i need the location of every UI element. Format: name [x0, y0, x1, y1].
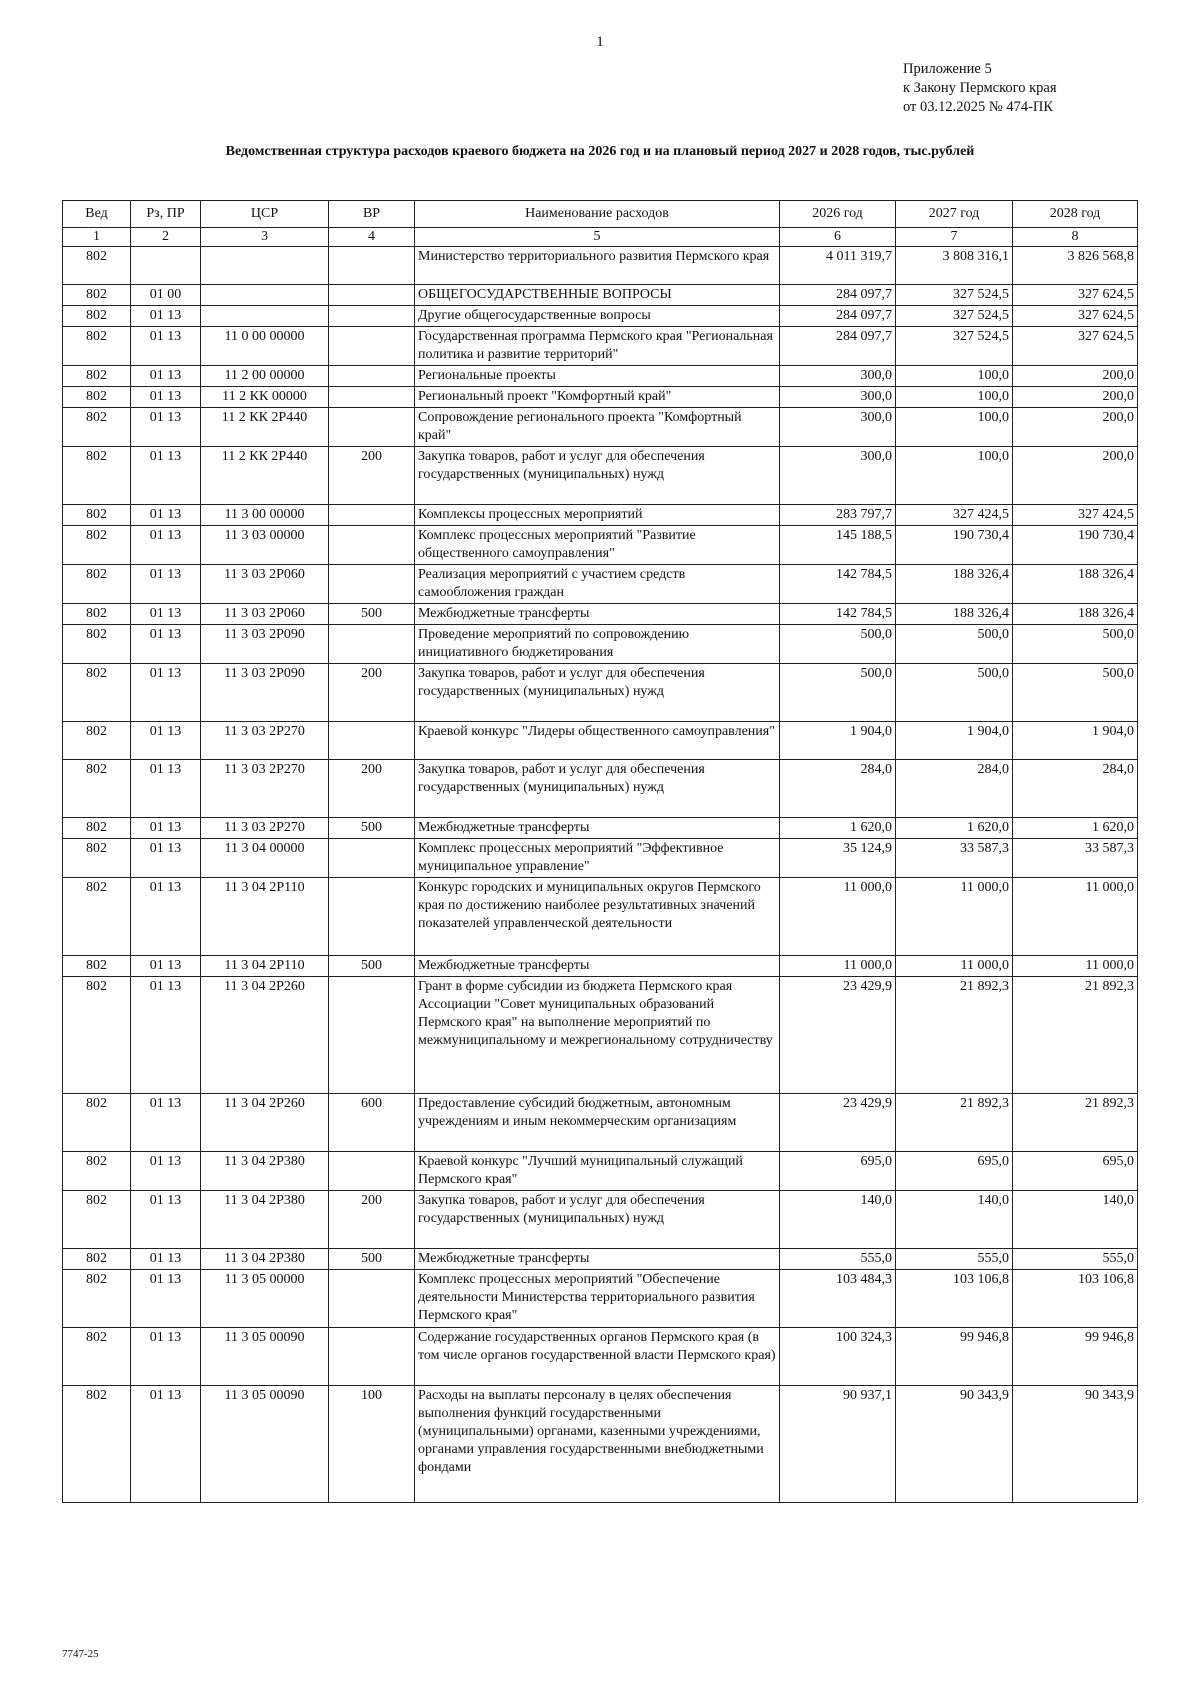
- cell-csr: 11 3 04 2Р110: [201, 956, 329, 977]
- cell-amount-2027: 100,0: [896, 408, 1013, 447]
- cell-ved: 802: [63, 505, 131, 526]
- column-number: 6: [780, 228, 896, 247]
- cell-amount-2026: 283 797,7: [780, 505, 896, 526]
- cell-amount-2027: 1 620,0: [896, 818, 1013, 839]
- cell-amount-2027: 555,0: [896, 1249, 1013, 1270]
- table-row: [63, 285, 1138, 306]
- cell-vr: [329, 327, 415, 366]
- cell-csr: 11 3 03 2Р270: [201, 818, 329, 839]
- cell-amount-2027: 90 343,9: [896, 1386, 1013, 1503]
- cell-expense-name: Межбюджетные трансферты: [415, 818, 780, 839]
- table-row: [63, 1249, 1138, 1270]
- cell-amount-2026: 23 429,9: [780, 977, 896, 1094]
- cell-amount-2028: 500,0: [1013, 664, 1138, 722]
- cell-amount-2026: 11 000,0: [780, 878, 896, 956]
- cell-rz-pr: 01 13: [131, 956, 201, 977]
- cell-amount-2026: 11 000,0: [780, 956, 896, 977]
- cell-expense-name: Комплекс процессных мероприятий "Развитие общественного самоуправления": [415, 526, 780, 565]
- cell-expense-name: Комплексы процессных мероприятий: [415, 505, 780, 526]
- cell-rz-pr: 01 13: [131, 839, 201, 878]
- cell-rz-pr: 01 13: [131, 366, 201, 387]
- cell-rz-pr: 01 13: [131, 722, 201, 760]
- cell-rz-pr: 01 13: [131, 1270, 201, 1328]
- table-row: [63, 977, 1138, 1094]
- table-row: [63, 625, 1138, 664]
- cell-vr: [329, 977, 415, 1094]
- cell-expense-name: ОБЩЕГОСУДАРСТВЕННЫЕ ВОПРОСЫ: [415, 285, 780, 306]
- table-row: [63, 604, 1138, 625]
- cell-amount-2028: 695,0: [1013, 1152, 1138, 1191]
- cell-amount-2026: 90 937,1: [780, 1386, 896, 1503]
- cell-csr: 11 3 00 00000: [201, 505, 329, 526]
- cell-amount-2027: 1 904,0: [896, 722, 1013, 760]
- cell-amount-2028: 200,0: [1013, 366, 1138, 387]
- cell-ved: 802: [63, 408, 131, 447]
- cell-vr: 200: [329, 447, 415, 505]
- cell-amount-2028: 103 106,8: [1013, 1270, 1138, 1328]
- cell-amount-2028: 90 343,9: [1013, 1386, 1138, 1503]
- table-row: [63, 1386, 1138, 1503]
- cell-csr: [201, 247, 329, 285]
- cell-amount-2027: 100,0: [896, 387, 1013, 408]
- cell-amount-2028: 99 946,8: [1013, 1328, 1138, 1386]
- header-2026: 2026 год: [780, 201, 896, 228]
- cell-csr: 11 3 03 2Р270: [201, 760, 329, 818]
- cell-amount-2026: 35 124,9: [780, 839, 896, 878]
- cell-expense-name: Краевой конкурс "Лучший муниципальный служащий Пермского края": [415, 1152, 780, 1191]
- cell-expense-name: Закупка товаров, работ и услуг для обеспечения государственных (муниципальных) нужд: [415, 760, 780, 818]
- cell-ved: 802: [63, 604, 131, 625]
- cell-amount-2027: 3 808 316,1: [896, 247, 1013, 285]
- header-2028: 2028 год: [1013, 201, 1138, 228]
- cell-amount-2027: 327 524,5: [896, 306, 1013, 327]
- cell-amount-2028: 140,0: [1013, 1191, 1138, 1249]
- cell-vr: [329, 839, 415, 878]
- cell-ved: 802: [63, 1191, 131, 1249]
- cell-ved: 802: [63, 306, 131, 327]
- footer-code: 7747-25: [62, 1648, 99, 1660]
- column-number: 2: [131, 228, 201, 247]
- cell-vr: [329, 1270, 415, 1328]
- column-number: 7: [896, 228, 1013, 247]
- cell-rz-pr: 01 13: [131, 664, 201, 722]
- cell-amount-2028: 21 892,3: [1013, 977, 1138, 1094]
- table-row: [63, 1191, 1138, 1249]
- cell-expense-name: Краевой конкурс "Лидеры общественного самоуправления": [415, 722, 780, 760]
- cell-vr: [329, 247, 415, 285]
- cell-csr: 11 2 КК 00000: [201, 387, 329, 408]
- cell-amount-2027: 103 106,8: [896, 1270, 1013, 1328]
- cell-csr: [201, 306, 329, 327]
- cell-expense-name: Межбюджетные трансферты: [415, 1249, 780, 1270]
- cell-ved: 802: [63, 722, 131, 760]
- cell-amount-2028: 1 620,0: [1013, 818, 1138, 839]
- cell-amount-2026: 142 784,5: [780, 604, 896, 625]
- cell-rz-pr: 01 13: [131, 1152, 201, 1191]
- table-row: [63, 818, 1138, 839]
- header-vr: ВР: [329, 201, 415, 228]
- cell-amount-2028: 200,0: [1013, 408, 1138, 447]
- cell-amount-2026: 555,0: [780, 1249, 896, 1270]
- cell-vr: [329, 306, 415, 327]
- table-row: [63, 505, 1138, 526]
- cell-csr: 11 3 04 2Р110: [201, 878, 329, 956]
- cell-ved: 802: [63, 1249, 131, 1270]
- cell-ved: 802: [63, 247, 131, 285]
- cell-expense-name: Межбюджетные трансферты: [415, 956, 780, 977]
- table-row: [63, 306, 1138, 327]
- cell-csr: 11 3 03 00000: [201, 526, 329, 565]
- cell-amount-2026: 284,0: [780, 760, 896, 818]
- cell-csr: 11 2 КК 2Р440: [201, 447, 329, 505]
- cell-vr: [329, 1328, 415, 1386]
- header-name: Наименование расходов: [415, 201, 780, 228]
- cell-csr: 11 3 03 2Р090: [201, 625, 329, 664]
- table-row: [63, 760, 1138, 818]
- cell-rz-pr: [131, 247, 201, 285]
- cell-amount-2028: 21 892,3: [1013, 1094, 1138, 1152]
- document-title: Ведомственная структура расходов краевого бюджета на 2026 год и на плановый период 2027 и 2028 годов, тыс.рублей: [225, 144, 975, 159]
- cell-amount-2027: 11 000,0: [896, 878, 1013, 956]
- cell-ved: 802: [63, 327, 131, 366]
- cell-amount-2026: 300,0: [780, 387, 896, 408]
- cell-ved: 802: [63, 1270, 131, 1328]
- cell-amount-2028: 200,0: [1013, 447, 1138, 505]
- cell-expense-name: Комплекс процессных мероприятий "Обеспечение деятельности Министерства территориального развития Пермского края": [415, 1270, 780, 1328]
- cell-ved: 802: [63, 447, 131, 505]
- cell-rz-pr: 01 13: [131, 1328, 201, 1386]
- cell-amount-2028: 33 587,3: [1013, 839, 1138, 878]
- cell-rz-pr: 01 00: [131, 285, 201, 306]
- table-row: [63, 366, 1138, 387]
- cell-amount-2026: 695,0: [780, 1152, 896, 1191]
- cell-amount-2026: 300,0: [780, 366, 896, 387]
- cell-amount-2028: 1 904,0: [1013, 722, 1138, 760]
- cell-rz-pr: 01 13: [131, 625, 201, 664]
- cell-rz-pr: 01 13: [131, 1386, 201, 1503]
- table-row: [63, 447, 1138, 505]
- cell-expense-name: Закупка товаров, работ и услуг для обеспечения государственных (муниципальных) нужд: [415, 447, 780, 505]
- cell-ved: 802: [63, 1328, 131, 1386]
- table-row: [63, 565, 1138, 604]
- cell-ved: 802: [63, 760, 131, 818]
- cell-vr: [329, 285, 415, 306]
- cell-ved: 802: [63, 1386, 131, 1503]
- header-row: [63, 201, 1138, 228]
- table-row: [63, 1152, 1138, 1191]
- cell-amount-2028: 188 326,4: [1013, 565, 1138, 604]
- table-row: [63, 1270, 1138, 1328]
- cell-amount-2027: 11 000,0: [896, 956, 1013, 977]
- cell-ved: 802: [63, 366, 131, 387]
- cell-csr: 11 3 05 00090: [201, 1328, 329, 1386]
- cell-ved: 802: [63, 839, 131, 878]
- cell-vr: [329, 565, 415, 604]
- table-row: [63, 878, 1138, 956]
- cell-amount-2027: 327 524,5: [896, 327, 1013, 366]
- cell-expense-name: Комплекс процессных мероприятий "Эффективное муниципальное управление": [415, 839, 780, 878]
- cell-amount-2026: 284 097,7: [780, 285, 896, 306]
- cell-rz-pr: 01 13: [131, 818, 201, 839]
- cell-ved: 802: [63, 1094, 131, 1152]
- cell-rz-pr: 01 13: [131, 977, 201, 1094]
- cell-csr: 11 3 04 2Р380: [201, 1191, 329, 1249]
- cell-csr: 11 0 00 00000: [201, 327, 329, 366]
- table-row: [63, 247, 1138, 285]
- cell-vr: [329, 408, 415, 447]
- cell-vr: [329, 505, 415, 526]
- cell-amount-2028: 327 624,5: [1013, 285, 1138, 306]
- appendix-reference: [903, 60, 1057, 117]
- cell-amount-2028: 11 000,0: [1013, 878, 1138, 956]
- cell-csr: 11 3 04 2Р380: [201, 1152, 329, 1191]
- cell-amount-2028: 327 624,5: [1013, 327, 1138, 366]
- budget-table-body: [63, 247, 1138, 1503]
- cell-amount-2027: 500,0: [896, 664, 1013, 722]
- table-row: [63, 387, 1138, 408]
- table-row: [63, 956, 1138, 977]
- cell-ved: 802: [63, 565, 131, 604]
- cell-expense-name: Закупка товаров, работ и услуг для обеспечения государственных (муниципальных) нужд: [415, 1191, 780, 1249]
- cell-rz-pr: 01 13: [131, 306, 201, 327]
- cell-rz-pr: 01 13: [131, 447, 201, 505]
- cell-amount-2026: 23 429,9: [780, 1094, 896, 1152]
- cell-expense-name: Расходы на выплаты персоналу в целях обеспечения выполнения функций государственными (муниципальными) органами, казенными учреждениями, органами управления государственными внебюджетными фондами: [415, 1386, 780, 1503]
- cell-expense-name: Реализация мероприятий с участием средств самообложения граждан: [415, 565, 780, 604]
- cell-vr: [329, 387, 415, 408]
- cell-amount-2027: 284,0: [896, 760, 1013, 818]
- cell-rz-pr: 01 13: [131, 565, 201, 604]
- column-number: 5: [415, 228, 780, 247]
- table-row: [63, 722, 1138, 760]
- cell-vr: 500: [329, 1249, 415, 1270]
- cell-rz-pr: 01 13: [131, 408, 201, 447]
- column-number: 1: [63, 228, 131, 247]
- column-number: 3: [201, 228, 329, 247]
- appendix-line: к Закону Пермского края: [903, 80, 1057, 96]
- cell-rz-pr: 01 13: [131, 1191, 201, 1249]
- cell-amount-2028: 11 000,0: [1013, 956, 1138, 977]
- appendix-line: от 03.12.2025 № 474-ПК: [903, 99, 1054, 115]
- cell-csr: 11 3 05 00090: [201, 1386, 329, 1503]
- cell-amount-2028: 3 826 568,8: [1013, 247, 1138, 285]
- cell-expense-name: Региональный проект "Комфортный край": [415, 387, 780, 408]
- header-2027: 2027 год: [896, 201, 1013, 228]
- cell-amount-2026: 300,0: [780, 408, 896, 447]
- cell-amount-2027: 21 892,3: [896, 1094, 1013, 1152]
- cell-amount-2028: 200,0: [1013, 387, 1138, 408]
- cell-rz-pr: 01 13: [131, 526, 201, 565]
- cell-amount-2028: 327 424,5: [1013, 505, 1138, 526]
- cell-amount-2027: 695,0: [896, 1152, 1013, 1191]
- column-number: 4: [329, 228, 415, 247]
- cell-ved: 802: [63, 977, 131, 1094]
- cell-expense-name: Предоставление субсидий бюджетным, автономным учреждениям и иным некоммерческим организациям: [415, 1094, 780, 1152]
- budget-table: [62, 200, 1138, 1503]
- cell-expense-name: Закупка товаров, работ и услуг для обеспечения государственных (муниципальных) нужд: [415, 664, 780, 722]
- page-number: 1: [596, 34, 604, 50]
- cell-amount-2028: 284,0: [1013, 760, 1138, 818]
- cell-amount-2026: 284 097,7: [780, 327, 896, 366]
- cell-vr: 100: [329, 1386, 415, 1503]
- cell-amount-2026: 103 484,3: [780, 1270, 896, 1328]
- cell-vr: 200: [329, 1191, 415, 1249]
- cell-amount-2026: 142 784,5: [780, 565, 896, 604]
- cell-expense-name: Государственная программа Пермского края "Региональная политика и развитие территорий": [415, 327, 780, 366]
- cell-expense-name: Сопровождение регионального проекта "Комфортный край": [415, 408, 780, 447]
- table-row: [63, 408, 1138, 447]
- cell-amount-2027: 21 892,3: [896, 977, 1013, 1094]
- cell-vr: 200: [329, 664, 415, 722]
- column-number-row: [63, 228, 1138, 247]
- cell-vr: [329, 366, 415, 387]
- cell-csr: 11 3 03 2Р270: [201, 722, 329, 760]
- cell-expense-name: Содержание государственных органов Пермского края (в том числе органов государственной власти Пермского края): [415, 1328, 780, 1386]
- cell-csr: 11 3 04 2Р260: [201, 977, 329, 1094]
- cell-ved: 802: [63, 664, 131, 722]
- cell-amount-2027: 190 730,4: [896, 526, 1013, 565]
- cell-amount-2026: 145 188,5: [780, 526, 896, 565]
- cell-amount-2026: 284 097,7: [780, 306, 896, 327]
- table-row: [63, 327, 1138, 366]
- table-row: [63, 839, 1138, 878]
- cell-expense-name: Другие общегосударственные вопросы: [415, 306, 780, 327]
- cell-expense-name: Грант в форме субсидии из бюджета Пермского края Ассоциации "Совет муниципальных образований Пермского края" на выполнение мероприятий по межмуниципальному и межрегиональному сотрудничеству: [415, 977, 780, 1094]
- cell-vr: [329, 722, 415, 760]
- cell-csr: 11 3 03 2Р090: [201, 664, 329, 722]
- header-rz-pr: Рз, ПР: [131, 201, 201, 228]
- cell-ved: 802: [63, 956, 131, 977]
- column-number: 8: [1013, 228, 1138, 247]
- cell-rz-pr: 01 13: [131, 760, 201, 818]
- cell-expense-name: Министерство территориального развития Пермского края: [415, 247, 780, 285]
- cell-rz-pr: 01 13: [131, 387, 201, 408]
- cell-amount-2028: 555,0: [1013, 1249, 1138, 1270]
- cell-amount-2027: 188 326,4: [896, 604, 1013, 625]
- cell-amount-2027: 188 326,4: [896, 565, 1013, 604]
- cell-amount-2026: 1 904,0: [780, 722, 896, 760]
- cell-csr: 11 3 05 00000: [201, 1270, 329, 1328]
- cell-vr: 500: [329, 604, 415, 625]
- table-row: [63, 1094, 1138, 1152]
- header-ved: Вед: [63, 201, 131, 228]
- cell-csr: 11 3 03 2Р060: [201, 565, 329, 604]
- cell-amount-2027: 99 946,8: [896, 1328, 1013, 1386]
- cell-amount-2027: 100,0: [896, 447, 1013, 505]
- cell-vr: 500: [329, 818, 415, 839]
- header-csr: ЦСР: [201, 201, 329, 228]
- cell-ved: 802: [63, 285, 131, 306]
- cell-csr: 11 2 КК 2Р440: [201, 408, 329, 447]
- cell-ved: 802: [63, 818, 131, 839]
- cell-csr: 11 3 04 2Р260: [201, 1094, 329, 1152]
- cell-vr: [329, 625, 415, 664]
- cell-rz-pr: 01 13: [131, 1249, 201, 1270]
- table-row: [63, 664, 1138, 722]
- cell-vr: [329, 878, 415, 956]
- cell-expense-name: Конкурс городских и муниципальных округов Пермского края по достижению наиболее результативных значений показателей управленческой деятельности: [415, 878, 780, 956]
- cell-amount-2028: 190 730,4: [1013, 526, 1138, 565]
- cell-ved: 802: [63, 526, 131, 565]
- cell-amount-2026: 1 620,0: [780, 818, 896, 839]
- cell-csr: [201, 285, 329, 306]
- cell-expense-name: Региональные проекты: [415, 366, 780, 387]
- cell-amount-2028: 327 624,5: [1013, 306, 1138, 327]
- cell-amount-2026: 100 324,3: [780, 1328, 896, 1386]
- cell-amount-2026: 300,0: [780, 447, 896, 505]
- cell-amount-2027: 500,0: [896, 625, 1013, 664]
- cell-csr: 11 3 03 2Р060: [201, 604, 329, 625]
- cell-vr: 500: [329, 956, 415, 977]
- cell-amount-2026: 500,0: [780, 625, 896, 664]
- table-row: [63, 526, 1138, 565]
- cell-amount-2026: 500,0: [780, 664, 896, 722]
- cell-amount-2027: 327 524,5: [896, 285, 1013, 306]
- cell-expense-name: Межбюджетные трансферты: [415, 604, 780, 625]
- table-row: [63, 1328, 1138, 1386]
- cell-amount-2027: 140,0: [896, 1191, 1013, 1249]
- cell-csr: 11 3 04 00000: [201, 839, 329, 878]
- cell-amount-2026: 140,0: [780, 1191, 896, 1249]
- cell-csr: 11 2 00 00000: [201, 366, 329, 387]
- cell-ved: 802: [63, 387, 131, 408]
- cell-rz-pr: 01 13: [131, 878, 201, 956]
- cell-rz-pr: 01 13: [131, 604, 201, 625]
- cell-ved: 802: [63, 878, 131, 956]
- cell-rz-pr: 01 13: [131, 505, 201, 526]
- cell-vr: [329, 1152, 415, 1191]
- cell-ved: 802: [63, 625, 131, 664]
- cell-amount-2027: 327 424,5: [896, 505, 1013, 526]
- cell-vr: 600: [329, 1094, 415, 1152]
- cell-expense-name: Проведение мероприятий по сопровождению инициативного бюджетирования: [415, 625, 780, 664]
- cell-amount-2027: 33 587,3: [896, 839, 1013, 878]
- cell-vr: 200: [329, 760, 415, 818]
- cell-csr: 11 3 04 2Р380: [201, 1249, 329, 1270]
- cell-amount-2027: 100,0: [896, 366, 1013, 387]
- cell-rz-pr: 01 13: [131, 327, 201, 366]
- cell-amount-2028: 188 326,4: [1013, 604, 1138, 625]
- cell-rz-pr: 01 13: [131, 1094, 201, 1152]
- appendix-line: Приложение 5: [903, 61, 992, 77]
- cell-ved: 802: [63, 1152, 131, 1191]
- cell-amount-2026: 4 011 319,7: [780, 247, 896, 285]
- cell-vr: [329, 526, 415, 565]
- cell-amount-2028: 500,0: [1013, 625, 1138, 664]
